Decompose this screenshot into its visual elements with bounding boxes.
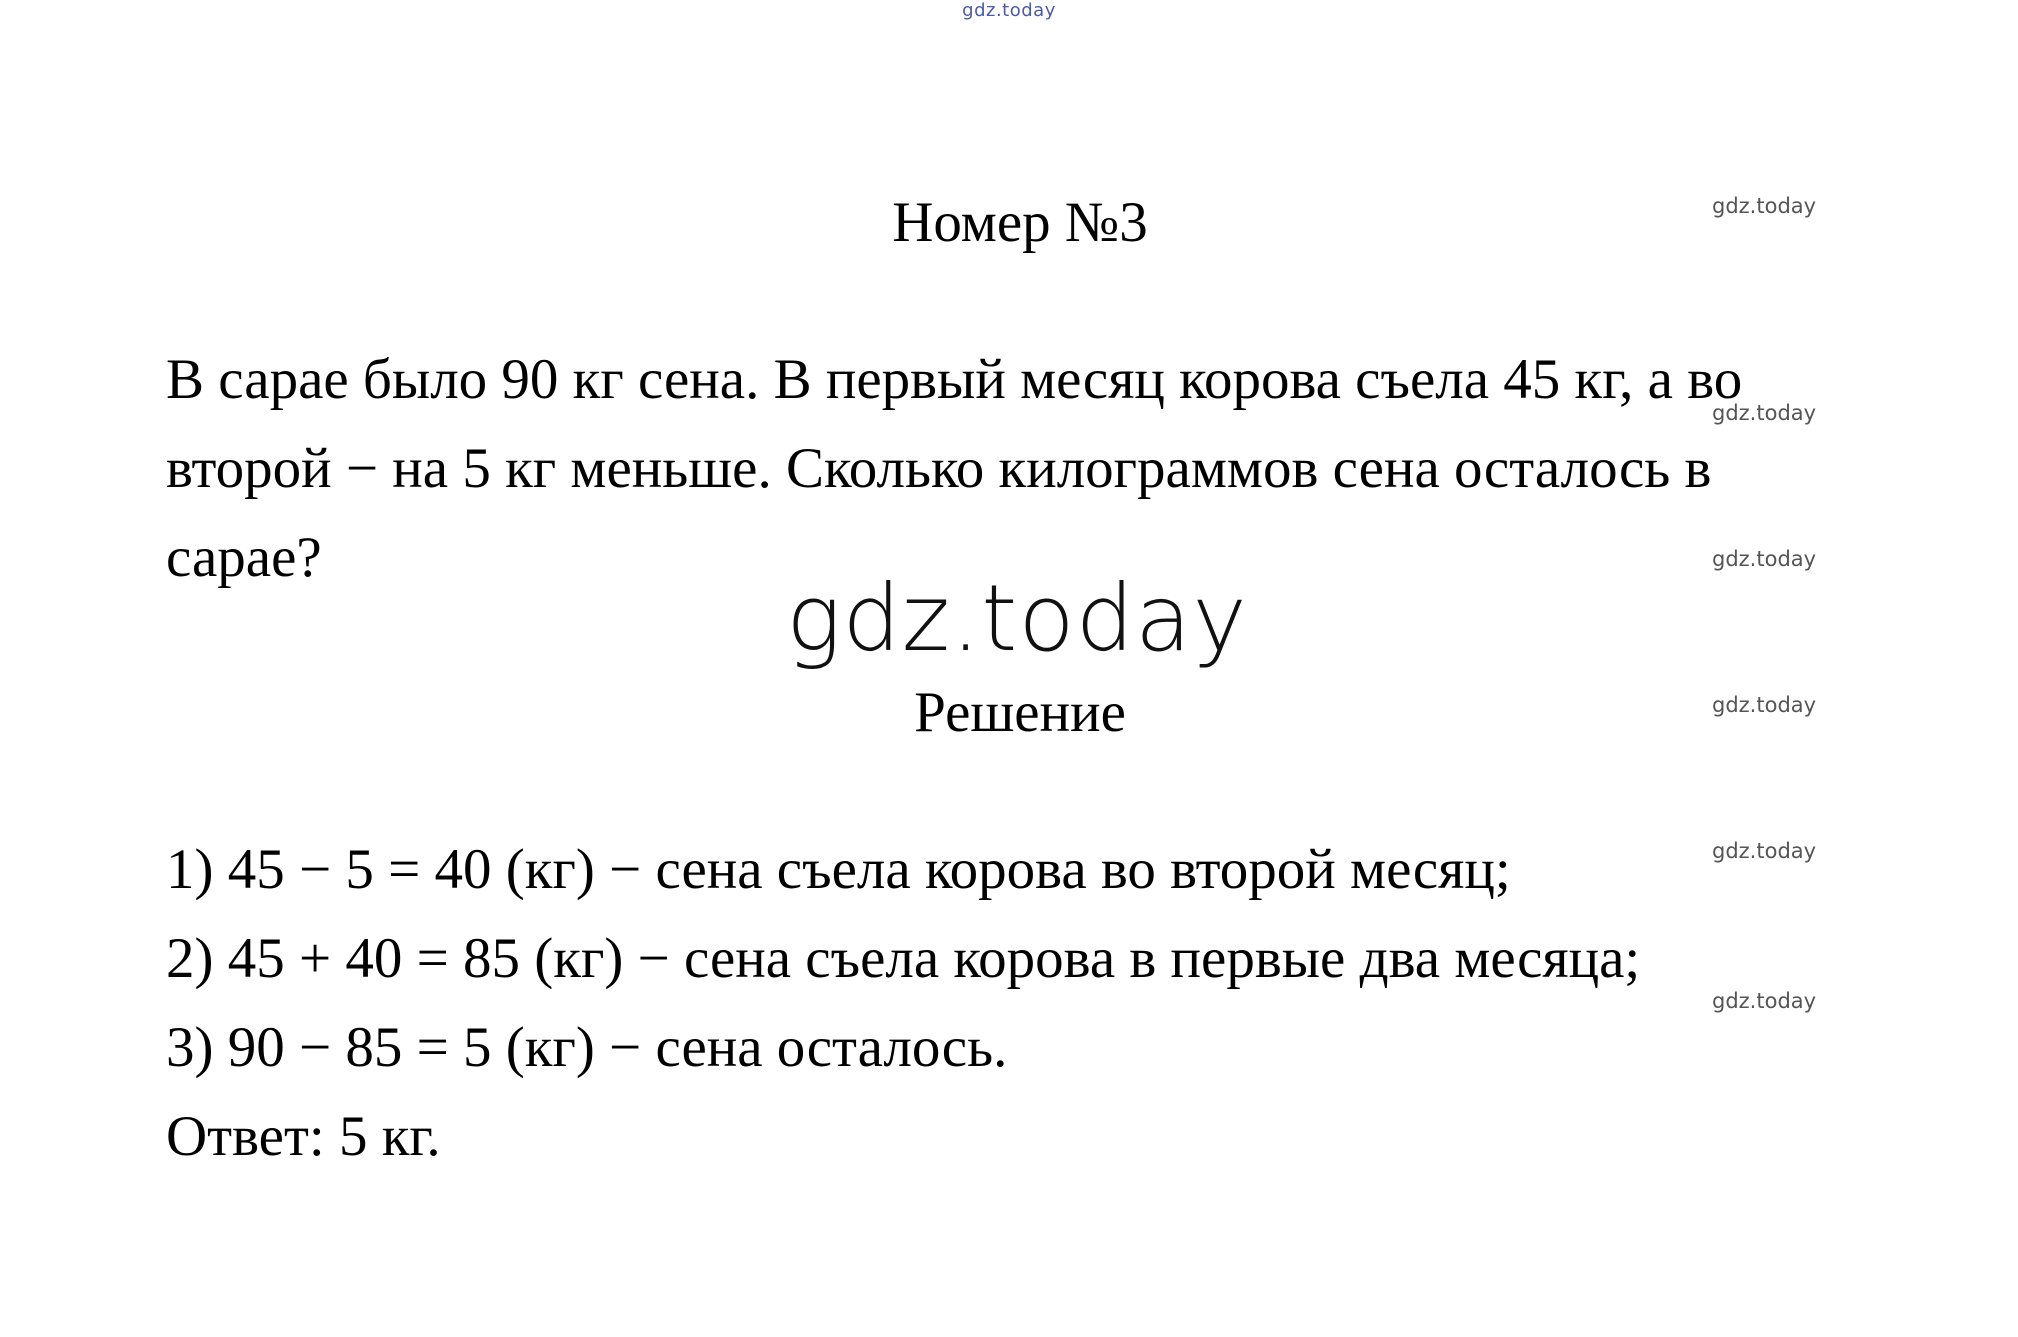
- answer: Ответ: 5 кг.: [166, 1105, 441, 1168]
- solution-step: 3) 90 − 85 = 5 (кг) − сена осталось.: [166, 1016, 1008, 1079]
- watermark-side: gdz.today: [1712, 693, 1817, 717]
- solution-text: [166, 825, 1866, 1181]
- problem-text: [166, 335, 1866, 602]
- watermark-side: gdz.today: [1712, 547, 1817, 571]
- solution-step: 1) 45 − 5 = 40 (кг) − сена съела корова во второй месяц;: [166, 838, 1511, 901]
- watermark-side: gdz.today: [1712, 194, 1817, 218]
- solution-step: 2) 45 + 40 = 85 (кг) − сена съела корова в первые два месяца;: [166, 927, 1641, 990]
- problem-line: В сарае было 90 кг сена. В первый месяц корова съела 45 кг, а во: [166, 348, 1743, 411]
- page-title: Номер №3: [892, 191, 1148, 254]
- watermark-side: gdz.today: [1712, 839, 1817, 863]
- watermark-top: gdz.today: [962, 0, 1056, 21]
- watermark-logo: gdz.today: [786, 565, 1248, 672]
- watermark-side: gdz.today: [1712, 401, 1817, 425]
- problem-line: сарае?: [166, 526, 322, 589]
- solution-heading: Решение: [914, 681, 1126, 744]
- problem-line: второй − на 5 кг меньше. Сколько килограммов сена осталось в: [166, 437, 1712, 500]
- watermark-side: gdz.today: [1712, 989, 1817, 1013]
